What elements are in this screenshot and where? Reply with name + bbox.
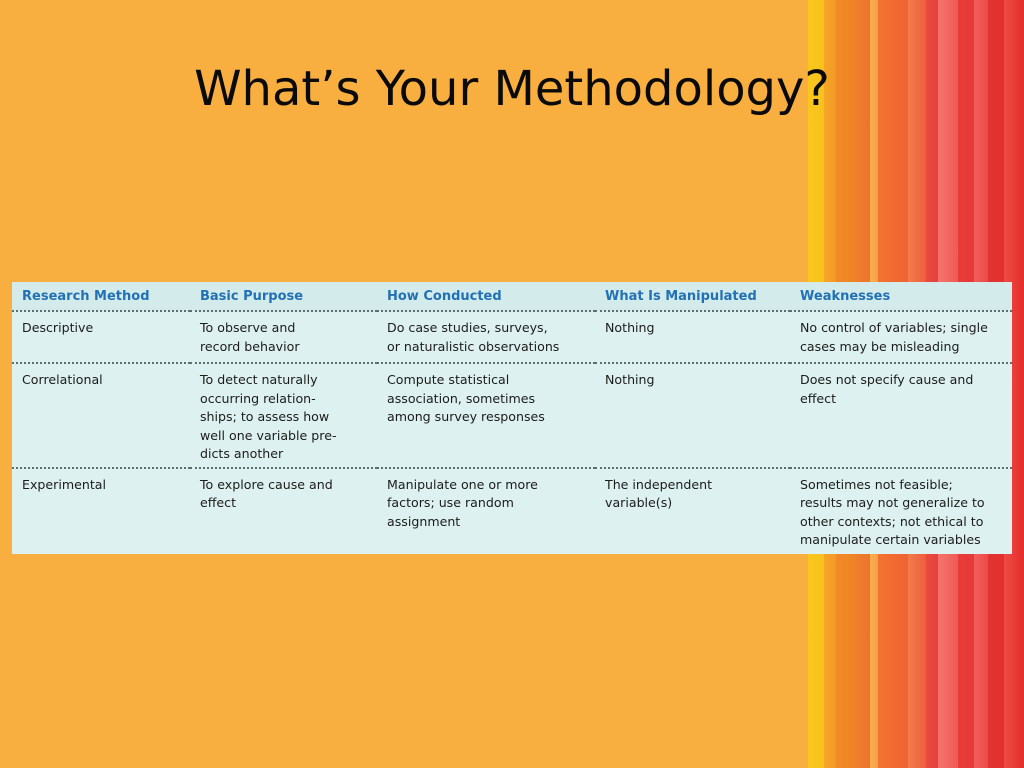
cell-line: To explore cause and xyxy=(200,476,333,492)
cell-method xyxy=(12,363,190,468)
slide-title: What’s Your Methodology? xyxy=(194,61,830,117)
cell-weaknesses xyxy=(790,363,1012,468)
cell-line: Nothing xyxy=(605,320,655,335)
cell-weaknesses xyxy=(790,468,1012,553)
cell-line: results may not generalize to xyxy=(800,495,985,510)
cell-manipulated xyxy=(595,363,790,468)
cell-line: record behavior xyxy=(200,338,300,354)
cell-line: Sometimes not feasible; xyxy=(800,476,953,492)
header-how-conducted: How Conducted xyxy=(377,282,595,311)
cell-line: No control of variables; single xyxy=(800,320,988,335)
cell-line: effect xyxy=(200,495,237,510)
cell-purpose xyxy=(190,468,377,553)
cell-line: manipulate certain variables xyxy=(800,532,981,547)
cell-line: factors; use random xyxy=(387,495,514,510)
cell-conducted xyxy=(377,311,595,363)
cell-line: Descriptive xyxy=(22,320,94,335)
cell-line: cases may be misleading xyxy=(800,338,960,354)
cell-line: assignment xyxy=(387,513,461,529)
cell-line: Nothing xyxy=(605,372,655,387)
table-row xyxy=(12,311,1012,363)
cell-method xyxy=(12,311,190,363)
cell-line: variable(s) xyxy=(605,495,673,510)
cell-line: Do case studies, surveys, xyxy=(387,320,548,335)
cell-method xyxy=(12,468,190,553)
cell-line: The independent xyxy=(605,476,713,492)
header-basic-purpose: Basic Purpose xyxy=(190,282,377,311)
table-header-row xyxy=(12,282,1012,311)
cell-line: or naturalistic observations xyxy=(387,338,560,354)
cell-weaknesses xyxy=(790,311,1012,363)
table-row xyxy=(12,363,1012,468)
cell-line: among survey responses xyxy=(387,409,545,424)
cell-purpose xyxy=(190,311,377,363)
cell-line: To observe and xyxy=(200,320,296,335)
cell-line: Manipulate one or more xyxy=(387,476,538,492)
table-row xyxy=(12,468,1012,553)
cell-line: To detect naturally xyxy=(200,372,318,387)
cell-conducted xyxy=(377,363,595,468)
cell-line: dicts another xyxy=(200,446,284,461)
header-research-method: Research Method xyxy=(12,282,190,311)
cell-line: other contexts; not ethical to xyxy=(800,513,984,529)
cell-conducted xyxy=(377,468,595,553)
cell-line: ships; to assess how xyxy=(200,409,330,424)
cell-purpose xyxy=(190,363,377,468)
cell-line: Does not specify cause and xyxy=(800,372,974,387)
header-what-is-manipulated: What Is Manipulated xyxy=(595,282,790,311)
cell-line: effect xyxy=(800,390,837,406)
cell-manipulated xyxy=(595,468,790,553)
header-weaknesses: Weaknesses xyxy=(790,282,1012,311)
cell-line: Correlational xyxy=(22,372,103,387)
cell-line: occurring relation- xyxy=(200,390,316,406)
cell-line: association, sometimes xyxy=(387,390,536,406)
cell-line: Compute statistical xyxy=(387,372,510,387)
cell-line: well one variable pre- xyxy=(200,427,337,443)
methodology-table xyxy=(12,282,1012,554)
cell-manipulated xyxy=(595,311,790,363)
cell-line: Experimental xyxy=(22,476,106,492)
